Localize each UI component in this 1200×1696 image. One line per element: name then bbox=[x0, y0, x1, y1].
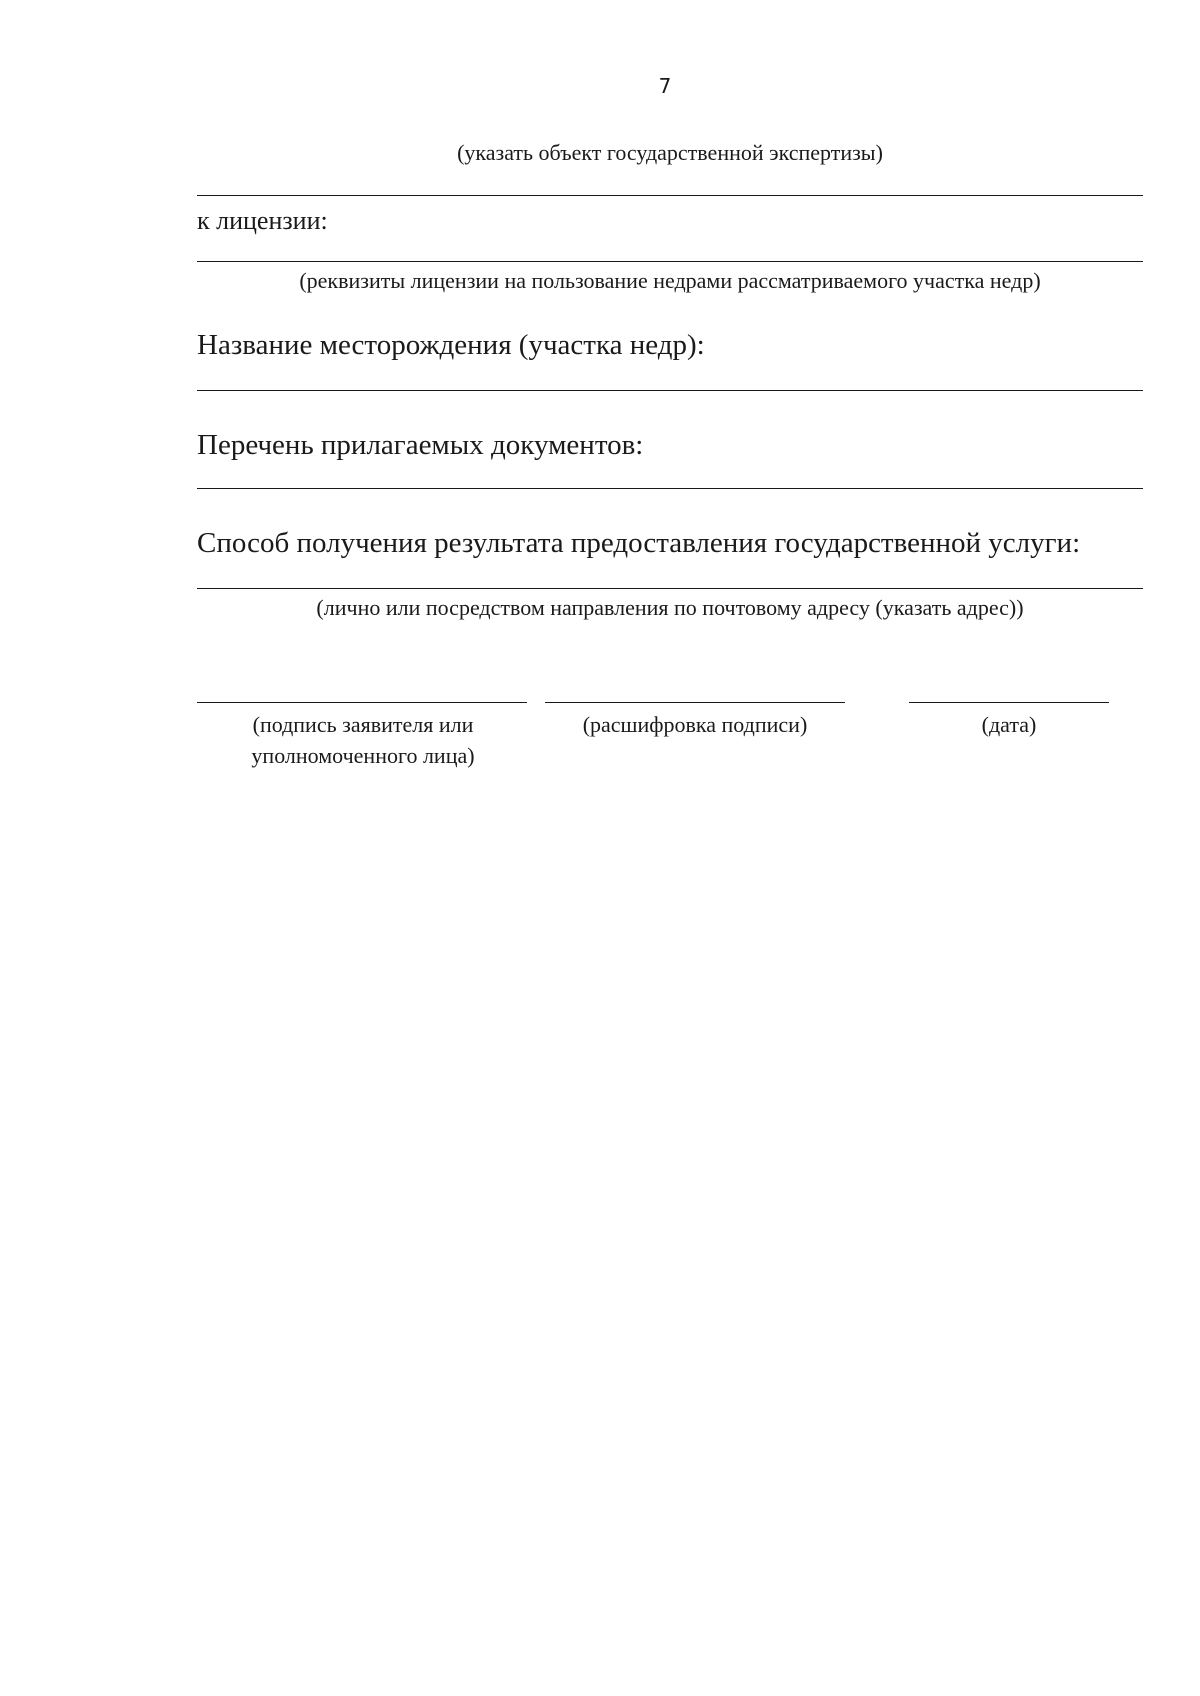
object-caption: (указать объект государственной экспертизы) bbox=[457, 140, 883, 165]
documents-underline[interactable] bbox=[197, 488, 1143, 489]
delivery-underline[interactable] bbox=[197, 588, 1143, 589]
documents-label: Перечень прилагаемых документов: bbox=[197, 429, 644, 461]
license-caption: (реквизиты лицензии на пользование недрами рассматриваемого участка недр) bbox=[299, 268, 1041, 293]
signature-line[interactable] bbox=[197, 702, 527, 703]
license-underline[interactable] bbox=[197, 261, 1143, 262]
deposit-underline[interactable] bbox=[197, 390, 1143, 391]
license-label: к лицензии: bbox=[197, 206, 328, 235]
signature-caption: (подпись заявителя или уполномоченного лица) bbox=[251, 712, 475, 768]
decryption-caption: (расшифровка подписи) bbox=[582, 712, 808, 737]
deposit-label: Название месторождения (участка недр): bbox=[197, 329, 705, 361]
decryption-line[interactable] bbox=[545, 702, 845, 703]
delivery-caption: (лично или посредством направления по почтовому адресу (указать адрес)) bbox=[316, 595, 1024, 620]
date-caption: (дата) bbox=[981, 712, 1037, 737]
delivery-label: Способ получения результата предоставления государственной услуги: bbox=[197, 527, 1081, 559]
object-underline[interactable] bbox=[197, 195, 1143, 196]
date-line[interactable] bbox=[909, 702, 1109, 703]
page-number: 7 bbox=[658, 74, 672, 98]
